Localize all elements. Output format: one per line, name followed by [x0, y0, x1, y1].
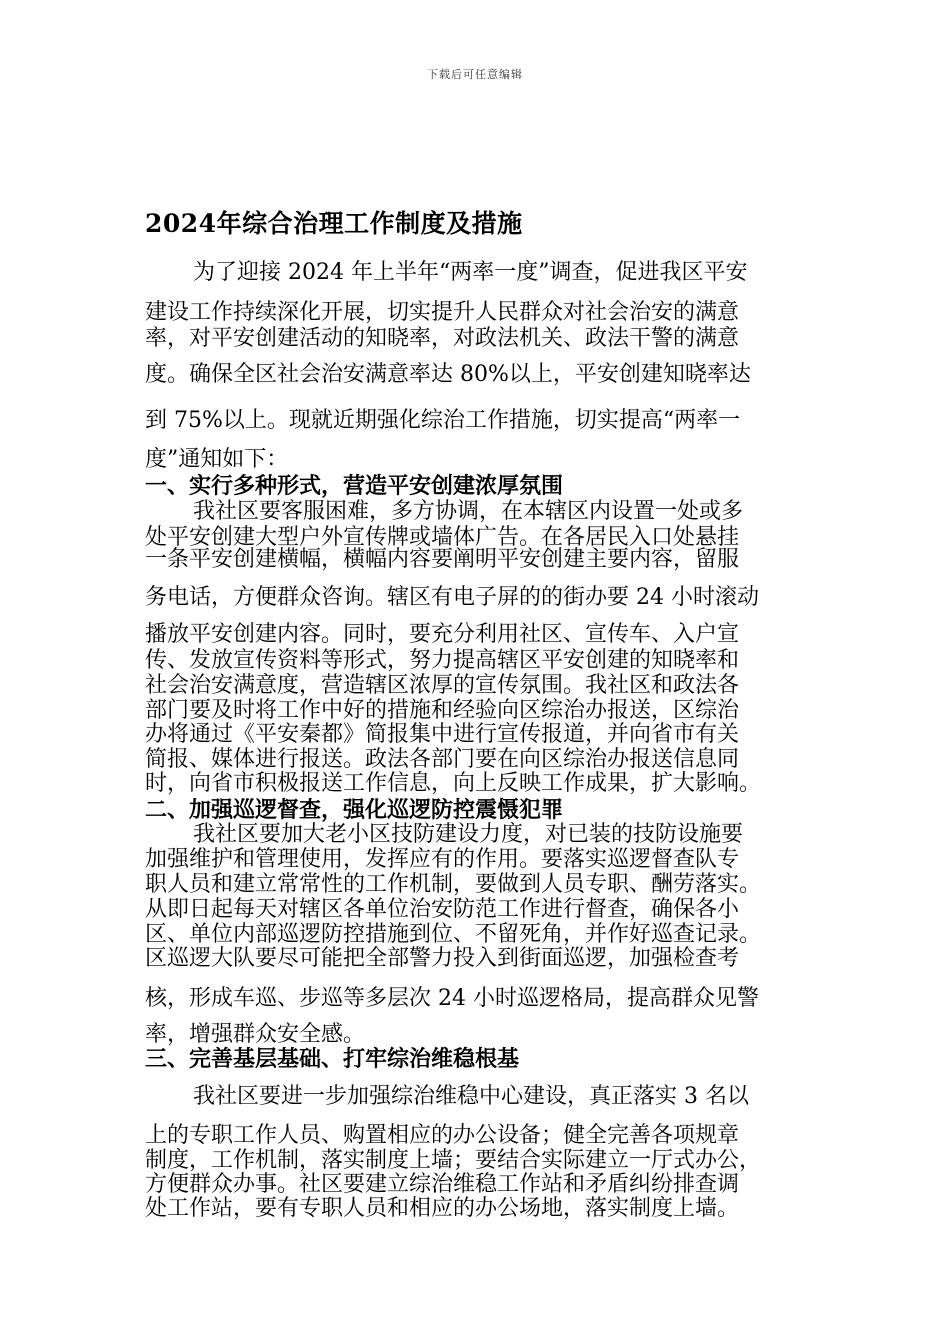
intro-line: 建设工作持续深化开展，切实提升人民群众对社会治安的满意 — [145, 300, 740, 325]
section-heading-3: 三、完善基层基础、打牢综治维稳根基 — [145, 1046, 520, 1072]
section-3-line: 我社区要进一步加强综治维稳中心建设，真正落实 3 名以 — [193, 1084, 749, 1109]
intro-line: 为了迎接 2024 年上半年“两率一度”调查，促进我区平安 — [193, 260, 748, 285]
section-3-line: 处工作站，要有专职人员和相应的办公场地，落实制度上墙。 — [145, 1196, 740, 1221]
section-1-line: 社会治安满意度，营造辖区浓厚的宣传氛围。我社区和政法各 — [145, 673, 740, 698]
section-heading-1: 一、实行多种形式，营造平安创建浓厚氛围 — [145, 473, 564, 499]
section-1-line: 简报、媒体进行报送。政法各部门要在向区综治办报送信息同 — [145, 747, 740, 772]
intro-line: 率，对平安创建活动的知晓率，对政法机关、政法干警的满意 — [145, 326, 740, 351]
section-1-line: 传、发放宣传资料等形式，努力提高辖区平安创建的知晓率和 — [145, 648, 740, 673]
section-1-line: 我社区要客服困难，多方协调，在本辖区内设置一处或多 — [193, 499, 744, 524]
section-2-line: 从即日起每天对辖区各单位治安防范工作进行督查，确保各小 — [145, 897, 740, 922]
document-title: 2024年综合治理工作制度及措施 — [145, 209, 523, 238]
intro-line: 度”通知如下： — [145, 447, 289, 472]
section-2-line: 区、单位内部巡逻防控措施到位、不留死角，并作好巡查记录。 — [145, 922, 762, 947]
section-1-line: 处平安创建大型户外宣传牌或墙体广告。在各居民入口处悬挂 — [145, 525, 740, 550]
section-1-line: 部门要及时将工作中好的措施和经验向区综治办报送，区综治 — [145, 698, 740, 723]
section-heading-2: 二、加强巡逻督查，强化巡逻防控震慑犯罪 — [145, 797, 564, 823]
section-1-line: 一条平安创建横幅，横幅内容要阐明平安创建主要内容，留服 — [145, 547, 740, 572]
section-1-line: 务电话，方便群众咨询。辖区有电子屏的的街办要 24 小时滚动 — [145, 585, 759, 610]
section-2-line: 我社区要加大老小区技防建设力度，对已装的技防设施要 — [193, 822, 744, 847]
section-3-line: 制度，工作机制，落实制度上墙；要结合实际建立一厅式办公， — [145, 1148, 762, 1173]
section-1-line: 播放平安创建内容。同时，要充分利用社区、宣传车、入户宣 — [145, 622, 740, 647]
section-3-line: 方便群众办事。社区要建立综治维稳工作站和矛盾纠纷排查调 — [145, 1172, 740, 1197]
intro-line: 度。确保全区社会治安满意率达 80%以上，平安创建知晓率达 — [145, 362, 751, 387]
intro-line: 到 75%以上。现就近期强化综治工作措施，切实提高“两率一 — [145, 408, 741, 433]
page-header-note: 下载后可任意编辑 — [427, 68, 523, 81]
section-2-line: 率，增强群众安全感。 — [145, 1022, 366, 1047]
section-1-line: 办将通过《平安秦都》简报集中进行宣传报道，并向省市有关 — [145, 722, 740, 747]
section-2-line: 区巡逻大队要尽可能把全部警力投入到街面巡逻，加强检查考 — [145, 946, 740, 971]
section-2-line: 核，形成车巡、步巡等多层次 24 小时巡逻格局，提高群众见警 — [145, 986, 759, 1011]
section-1-line: 时，向省市积极报送工作信息，向上反映工作成果，扩大影响。 — [145, 771, 762, 796]
section-2-line: 职人员和建立常常性的工作机制，要做到人员专职、酬劳落实。 — [145, 872, 762, 897]
section-2-line: 加强维护和管理使用，发挥应有的作用。要落实巡逻督查队专 — [145, 847, 740, 872]
section-3-line: 上的专职工作人员、购置相应的办公设备；健全完善各项规章 — [145, 1123, 740, 1148]
